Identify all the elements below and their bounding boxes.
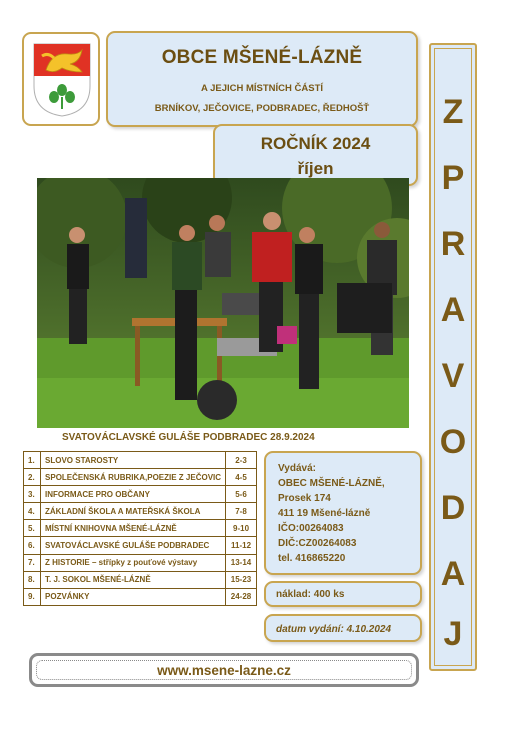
row-title: MÍSTNÍ KNIHOVNA MŠENÉ-LÁZNĚ (41, 520, 226, 537)
table-row (24, 520, 257, 537)
publisher-label: Vydává: (278, 463, 316, 474)
row-pages: 11-12 (226, 537, 257, 554)
row-number: 1. (24, 452, 41, 469)
publisher-phone: tel. 416865220 (278, 553, 346, 564)
volume-year: ROČNÍK 2024 (260, 134, 371, 153)
table-row (24, 503, 257, 520)
coat-of-arms-icon (32, 42, 92, 118)
masthead (106, 31, 418, 127)
subtitle: A JEJICH MÍSTNÍCH ČÁSTÍ (200, 83, 324, 94)
row-title: SPOLEČENSKÁ RUBRIKA,POEZIE Z JEČOVIC (41, 469, 226, 486)
row-number: 3. (24, 486, 41, 503)
table-row (24, 554, 257, 571)
row-number: 4. (24, 503, 41, 520)
website-link[interactable]: www.msene-lazne.cz (157, 663, 291, 678)
table-row (24, 469, 257, 486)
page-title: OBCE MŠENÉ-LÁZNĚ (161, 47, 363, 68)
row-title: T. J. SOKOL MŠENÉ-LÁZNĚ (41, 571, 226, 588)
table-row (24, 452, 257, 469)
publisher-dic: DIČ:CZ00264083 (278, 538, 357, 549)
issue-month: říjen (297, 159, 334, 178)
row-title: SVATOVÁCLAVSKÉ GULÁŠE PODBRADEC (41, 537, 226, 554)
row-number: 5. (24, 520, 41, 537)
row-title: POZVÁNKY (41, 588, 226, 605)
vertical-letter: A (440, 555, 466, 593)
cover-photo (37, 178, 409, 428)
issue-date: datum vydání: 4.10.2024 (276, 624, 392, 635)
row-pages: 7-8 (226, 503, 257, 520)
vertical-letter: P (441, 159, 465, 197)
table-row (24, 537, 257, 554)
row-title: SLOVO STAROSTY (41, 452, 226, 469)
vertical-letter: A (440, 291, 466, 329)
photo-caption: SVATOVÁCLAVSKÉ GULÁŠE PODBRADEC 28.9.2024 (62, 432, 315, 443)
publisher-city: 411 19 Mšené-lázně (278, 508, 371, 519)
row-pages: 4-5 (226, 469, 257, 486)
row-pages: 9-10 (226, 520, 257, 537)
vertical-letter: R (440, 225, 466, 263)
table-row (24, 486, 257, 503)
vertical-letter: J (443, 615, 463, 653)
row-pages: 5-6 (226, 486, 257, 503)
row-pages: 24-28 (226, 588, 257, 605)
issue-date-box (264, 614, 422, 642)
row-number: 2. (24, 469, 41, 486)
vertical-letter: V (441, 357, 465, 395)
vertical-letter: D (440, 489, 466, 527)
contents-table (23, 451, 257, 606)
publisher-box (264, 451, 422, 575)
table-row (24, 588, 257, 605)
districts-list: BRNÍKOV, JEČOVICE, PODBRADEC, ŘEDHOŠŤ (154, 103, 370, 114)
row-pages: 2-3 (226, 452, 257, 469)
row-number: 7. (24, 554, 41, 571)
vertical-letter: Z (442, 93, 464, 131)
website-box[interactable] (29, 653, 419, 687)
row-number: 6. (24, 537, 41, 554)
logo-box (22, 32, 100, 126)
row-number: 9. (24, 588, 41, 605)
print-run: náklad: 400 ks (276, 589, 345, 600)
print-run-box (264, 581, 422, 607)
row-number: 8. (24, 571, 41, 588)
row-title: ZÁKLADNÍ ŠKOLA A MATEŘSKÁ ŠKOLA (41, 503, 226, 520)
table-row (24, 571, 257, 588)
row-title: INFORMACE PRO OBČANY (41, 486, 226, 503)
vertical-title (429, 43, 477, 671)
publisher-ico: IČO:00264083 (278, 523, 344, 534)
vertical-letter: O (439, 423, 467, 461)
person-figure (67, 227, 89, 344)
issue-box (213, 124, 418, 186)
row-title: Z HISTORIE – střípky z pouťové výstavy (41, 554, 226, 571)
publisher-street: Prosek 174 (278, 493, 331, 504)
row-pages: 13-14 (226, 554, 257, 571)
row-pages: 15-23 (226, 571, 257, 588)
publisher-name: OBEC MŠENÉ-LÁZNĚ, (278, 478, 385, 489)
